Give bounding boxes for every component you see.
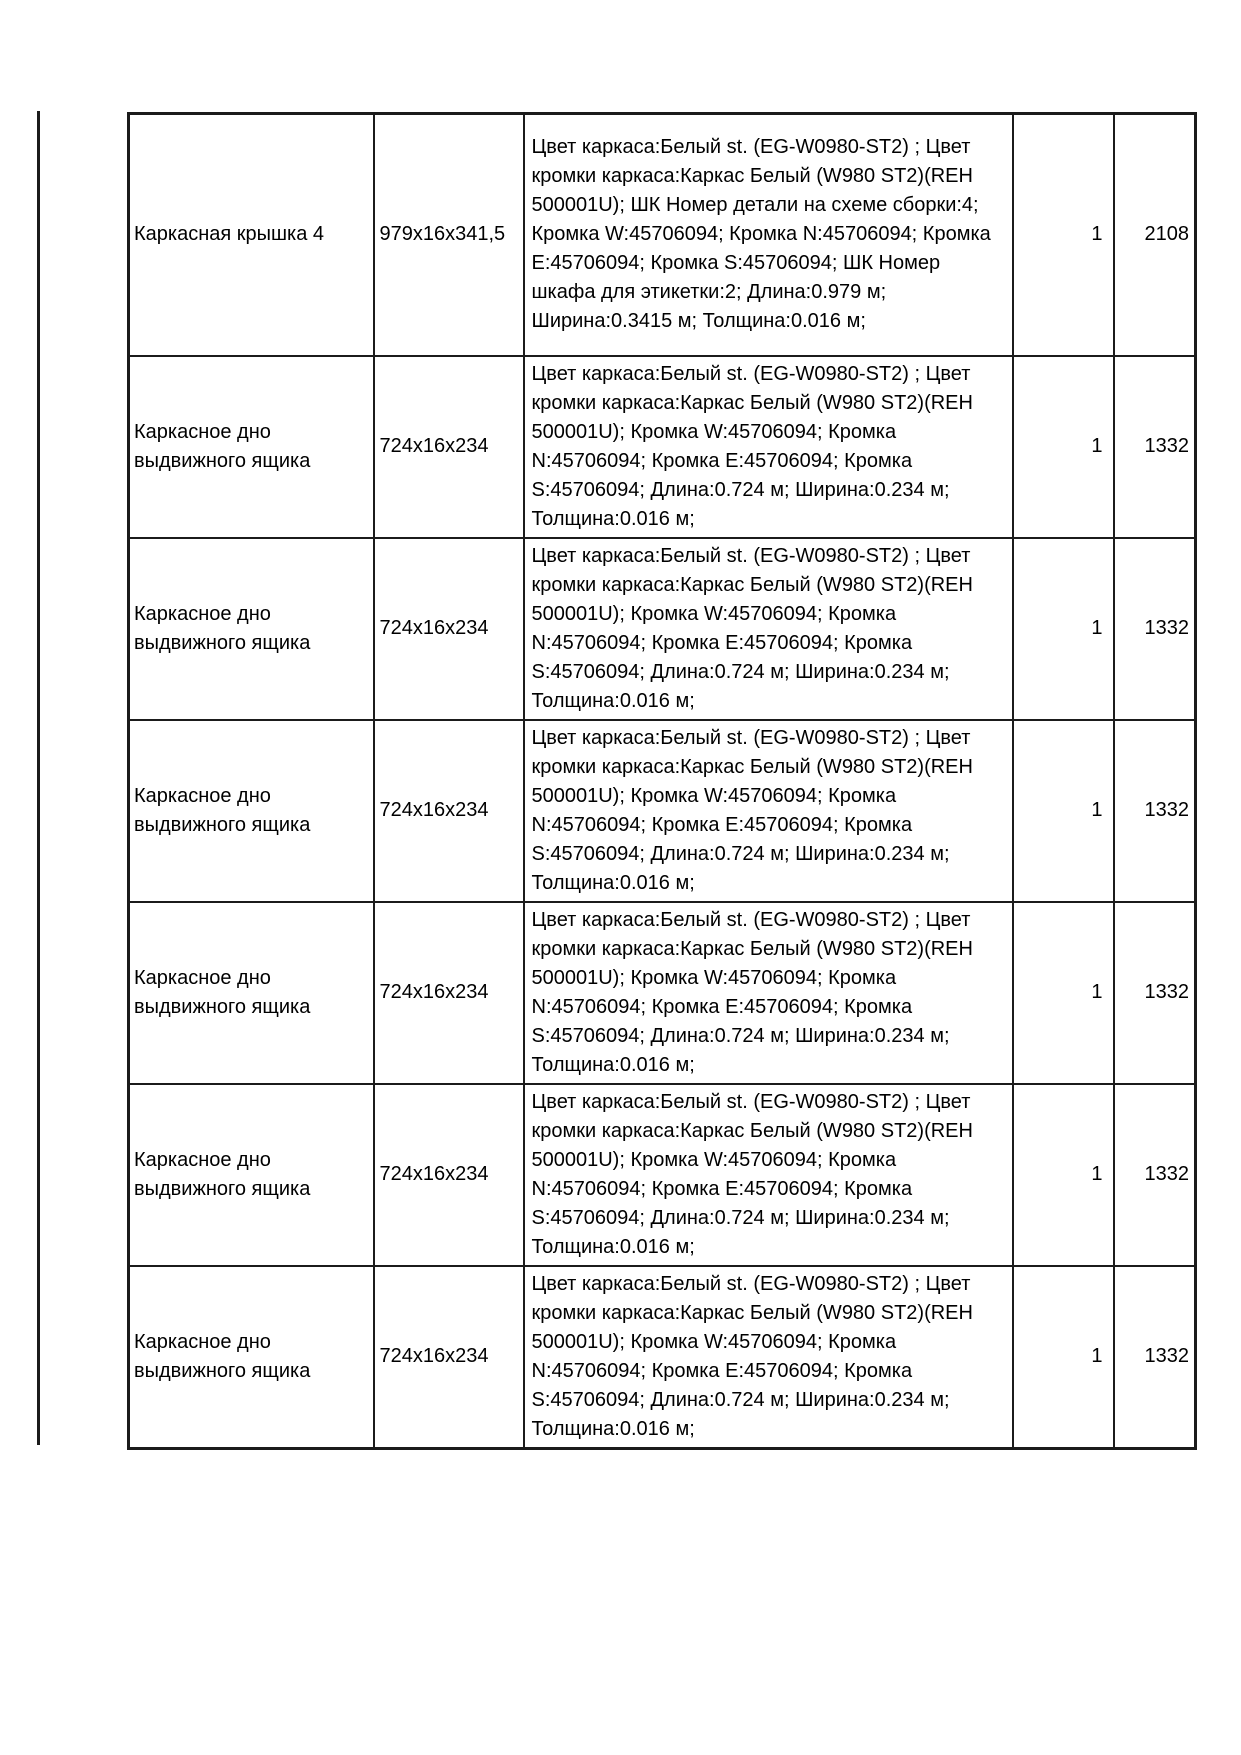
dimensions-cell: 724x16x234 [374,538,524,720]
part-name-cell: Каркасная крышка 4 [129,114,374,356]
dimensions-cell: 724x16x234 [374,1266,524,1449]
dimensions-cell: 724x16x234 [374,902,524,1084]
margin-change-bar [37,111,40,1445]
part-name-cell: Каркасное дно выдвижного ящика [129,356,374,538]
description-cell: Цвет каркаса:Белый st. (EG-W0980-ST2) ; Цвет кромки каркаса:Каркас Белый (W980 ST2)(REH 500001U); Кромка W:45706094; Кромка N:45706094; Кромка E:45706094; Кромка S:45706094; Длина:0.724 м; Ширина:0.234 м; Толщина:0.016 м; [524,1084,1013,1266]
description-cell: Цвет каркаса:Белый st. (EG-W0980-ST2) ; Цвет кромки каркаса:Каркас Белый (W980 ST2)(REH 500001U); Кромка W:45706094; Кромка N:45706094; Кромка E:45706094; Кромка S:45706094; Длина:0.724 м; Ширина:0.234 м; Толщина:0.016 м; [524,356,1013,538]
parts-table-container [127,112,1197,1450]
table-row [129,538,1196,720]
quantity-cell: 1 [1013,1084,1114,1266]
table-row [129,720,1196,902]
price-cell: 1332 [1114,1266,1196,1449]
part-name-cell: Каркасное дно выдвижного ящика [129,1084,374,1266]
description-cell: Цвет каркаса:Белый st. (EG-W0980-ST2) ; Цвет кромки каркаса:Каркас Белый (W980 ST2)(REH 500001U); ШК Номер детали на схеме сборки:4; Кромка W:45706094; Кромка N:45706094; Кромка E:45706094; Кромка S:45706094; ШК Номер шкафа для этикетки:2; Длина:0.979 м; Ширина:0.3415 м; Толщина:0.016 м; [524,114,1013,356]
table-row [129,356,1196,538]
dimensions-cell: 979x16x341,5 [374,114,524,356]
part-name-cell: Каркасное дно выдвижного ящика [129,1266,374,1449]
quantity-cell: 1 [1013,1266,1114,1449]
table-row [129,902,1196,1084]
quantity-cell: 1 [1013,114,1114,356]
description-cell: Цвет каркаса:Белый st. (EG-W0980-ST2) ; Цвет кромки каркаса:Каркас Белый (W980 ST2)(REH 500001U); Кромка W:45706094; Кромка N:45706094; Кромка E:45706094; Кромка S:45706094; Длина:0.724 м; Ширина:0.234 м; Толщина:0.016 м; [524,902,1013,1084]
quantity-cell: 1 [1013,538,1114,720]
quantity-cell: 1 [1013,902,1114,1084]
table-row [129,1266,1196,1449]
table-row [129,114,1196,356]
dimensions-cell: 724x16x234 [374,720,524,902]
dimensions-cell: 724x16x234 [374,356,524,538]
description-cell: Цвет каркаса:Белый st. (EG-W0980-ST2) ; Цвет кромки каркаса:Каркас Белый (W980 ST2)(REH 500001U); Кромка W:45706094; Кромка N:45706094; Кромка E:45706094; Кромка S:45706094; Длина:0.724 м; Ширина:0.234 м; Толщина:0.016 м; [524,538,1013,720]
description-cell: Цвет каркаса:Белый st. (EG-W0980-ST2) ; Цвет кромки каркаса:Каркас Белый (W980 ST2)(REH 500001U); Кромка W:45706094; Кромка N:45706094; Кромка E:45706094; Кромка S:45706094; Длина:0.724 м; Ширина:0.234 м; Толщина:0.016 м; [524,720,1013,902]
dimensions-cell: 724x16x234 [374,1084,524,1266]
part-name-cell: Каркасное дно выдвижного ящика [129,720,374,902]
part-name-cell: Каркасное дно выдвижного ящика [129,902,374,1084]
quantity-cell: 1 [1013,356,1114,538]
part-name-cell: Каркасное дно выдвижного ящика [129,538,374,720]
parts-spec-table [127,112,1197,1450]
price-cell: 1332 [1114,902,1196,1084]
quantity-cell: 1 [1013,720,1114,902]
price-cell: 1332 [1114,538,1196,720]
price-cell: 1332 [1114,1084,1196,1266]
price-cell: 1332 [1114,356,1196,538]
price-cell: 1332 [1114,720,1196,902]
price-cell: 2108 [1114,114,1196,356]
table-row [129,1084,1196,1266]
description-cell: Цвет каркаса:Белый st. (EG-W0980-ST2) ; Цвет кромки каркаса:Каркас Белый (W980 ST2)(REH 500001U); Кромка W:45706094; Кромка N:45706094; Кромка E:45706094; Кромка S:45706094; Длина:0.724 м; Ширина:0.234 м; Толщина:0.016 м; [524,1266,1013,1449]
